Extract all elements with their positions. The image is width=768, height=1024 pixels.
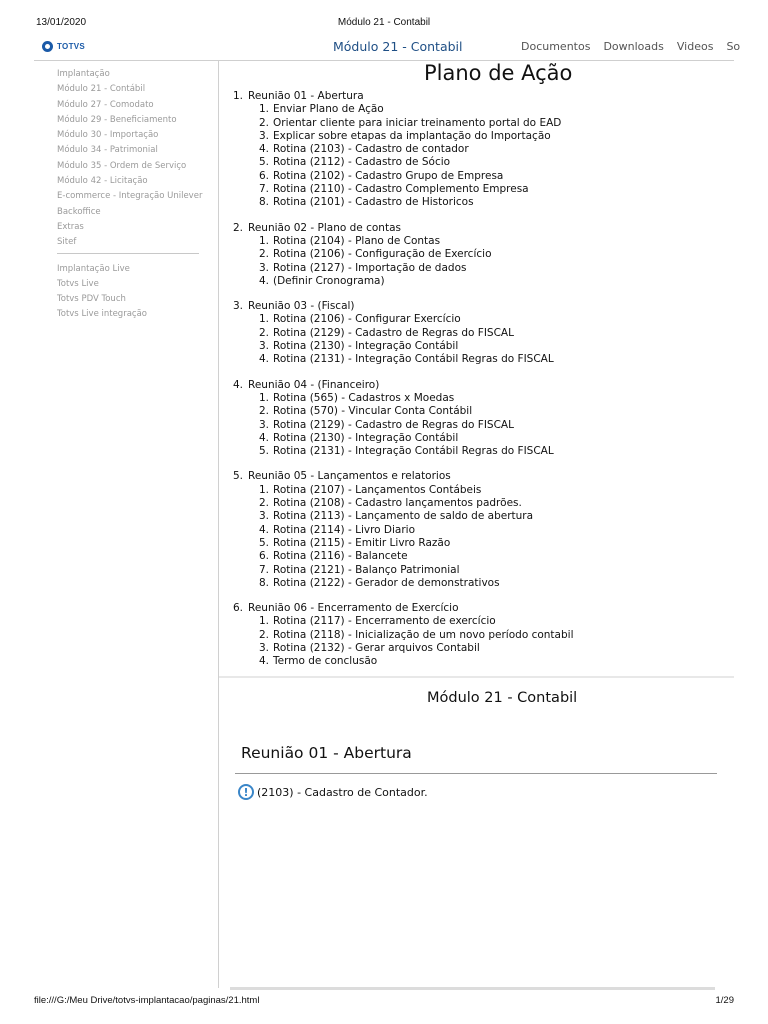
sidebar-item[interactable]: Totvs PDV Touch (57, 294, 126, 305)
meeting-title-text: Reunião 02 - Plano de contas (248, 221, 401, 234)
list-item-text: Rotina (2112) - Cadastro de Sócio (273, 156, 451, 169)
list-item (231, 524, 731, 537)
meeting-title (231, 602, 731, 615)
list-item (231, 340, 731, 353)
list-item (231, 445, 731, 458)
list-item (231, 419, 731, 432)
sidebar (34, 60, 219, 988)
list-item-number: 8. (259, 576, 270, 589)
list-item (231, 103, 731, 116)
list-item-number: 1. (259, 391, 270, 404)
list-item-text: Rotina (2118) - Inicialização de um novo período contabil (273, 628, 574, 641)
list-item-text: Rotina (2108) - Cadastro lançamentos padrões. (273, 497, 522, 510)
list-item-number: 6. (259, 169, 270, 182)
sidebar-item[interactable]: Módulo 35 - Ordem de Serviço (57, 160, 187, 171)
list-item-text: Rotina (2129) - Cadastro de Regras do FISCAL (273, 326, 514, 339)
nav-downloads[interactable]: Downloads (603, 40, 664, 53)
list-item-number: 3. (259, 261, 270, 274)
sidebar-item[interactable]: Backoffice (57, 206, 101, 217)
sidebar-divider (57, 253, 199, 254)
module-heading: Módulo 21 - Contabil (427, 690, 578, 706)
meeting-title-text: Reunião 01 - Abertura (248, 90, 364, 102)
list-item-number: 1. (259, 483, 270, 496)
list-item-text: Rotina (2116) - Balancete (273, 550, 408, 563)
list-item-number: 2. (259, 497, 270, 510)
list-item-number: 3. (259, 340, 270, 353)
horizontal-scrollbar[interactable] (230, 987, 715, 990)
header-module-title: Módulo 21 - Contabil (333, 39, 463, 54)
list-item (231, 550, 731, 563)
meeting-title-text: Reunião 03 - (Fiscal) (248, 300, 355, 313)
list-item-number: 1. (259, 103, 270, 116)
list-item-number: 2. (259, 248, 270, 261)
top-nav (521, 40, 740, 53)
list-item-number: 3. (259, 129, 270, 142)
heading-rule (235, 773, 717, 774)
sidebar-item[interactable]: Totvs Live integração (57, 309, 147, 320)
list-item (231, 484, 731, 497)
list-item-number: 5. (259, 445, 270, 458)
sidebar-item[interactable]: Módulo 29 - Beneficiamento (57, 114, 177, 125)
sidebar-item[interactable]: Extras (57, 221, 84, 232)
list-item (231, 196, 731, 209)
list-item-text: (Definir Cronograma) (273, 274, 385, 287)
list-item-text: Rotina (2113) - Lançamento de saldo de abertura (273, 510, 534, 523)
list-item-text: Enviar Plano de Ação (273, 103, 384, 116)
meeting-heading: Reunião 01 - Abertura (241, 744, 412, 762)
list-item-text: Rotina (2102) - Cadastro Grupo de Empresa (273, 169, 504, 182)
list-item-number: 3. (259, 510, 270, 523)
sidebar-item[interactable]: Módulo 21 - Contábil (57, 84, 146, 95)
meeting-items (231, 235, 731, 288)
list-item-text: Rotina (2106) - Configuração de Exercício (273, 248, 492, 261)
list-item-number: 4. (259, 523, 270, 536)
list-item-number: 4. (259, 353, 270, 366)
list-item (231, 497, 731, 510)
list-item-number: 2. (259, 405, 270, 418)
list-item (231, 537, 731, 550)
meeting-items (231, 615, 731, 668)
meeting-number: 3. (233, 300, 244, 313)
list-item (231, 629, 731, 642)
list-item (231, 156, 731, 169)
sidebar-list (57, 69, 207, 325)
list-item-number: 4. (259, 274, 270, 287)
list-item (231, 564, 731, 577)
meeting-number: 5. (233, 470, 244, 483)
list-item (231, 392, 731, 405)
sidebar-item[interactable]: Implantação Live (57, 263, 130, 274)
list-item (231, 183, 731, 196)
logo[interactable] (42, 41, 85, 52)
list-item-text: Explicar sobre etapas da implantação do Importação (273, 129, 551, 142)
sidebar-item[interactable]: Módulo 30 - Importação (57, 130, 159, 141)
totvs-logo-icon (42, 41, 53, 52)
list-item-text: Rotina (2130) - Integração Contábil (273, 340, 459, 353)
list-item (231, 143, 731, 156)
print-title: Módulo 21 - Contabil (337, 17, 431, 28)
list-item (231, 313, 731, 326)
list-item-number: 4. (259, 143, 270, 156)
sidebar-item[interactable]: Módulo 42 - Licitação (57, 176, 148, 187)
list-item-number: 7. (259, 563, 270, 576)
list-item (231, 577, 731, 590)
print-page-number: 1/29 (715, 995, 734, 1006)
plan-title: Plano de Ação (424, 61, 573, 85)
list-item-text: Rotina (2103) - Cadastro de contador (273, 143, 469, 156)
list-item-text: Rotina (2121) - Balanço Patrimonial (273, 563, 460, 576)
meeting-items (231, 103, 731, 209)
list-item-text: Orientar cliente para iniciar treinamento portal do EAD (273, 116, 562, 129)
sidebar-item[interactable]: Totvs Live (57, 278, 99, 289)
list-item-number: 6. (259, 550, 270, 563)
meeting-title-text: Reunião 05 - Lançamentos e relatorios (248, 470, 451, 483)
list-item (231, 615, 731, 628)
list-item-number: 5. (259, 536, 270, 549)
meeting-title (231, 90, 731, 103)
meeting-items (231, 313, 731, 366)
list-item-text: Rotina (2114) - Livro Diario (273, 523, 416, 536)
top-bar (34, 34, 741, 61)
list-item-text: Rotina (2130) - Integração Contábil (273, 431, 459, 444)
sidebar-item[interactable]: Implantação (57, 69, 110, 79)
meeting-title (231, 379, 731, 392)
list-item-text: Rotina (2110) - Cadastro Complemento Empresa (273, 183, 529, 196)
list-item-number: 4. (259, 655, 270, 668)
main-content (219, 60, 734, 988)
print-footer-path: file:///G:/Meu Drive/totvs-implantacao/paginas/21.html (34, 995, 260, 1006)
list-item (231, 275, 731, 288)
meeting-title-text: Reunião 06 - Encerramento de Exercício (248, 602, 459, 615)
list-item (231, 262, 731, 275)
meeting-number: 1. (233, 90, 244, 102)
list-item-text: Rotina (2132) - Gerar arquivos Contabil (273, 641, 480, 654)
list-item-text: Rotina (2104) - Plano de Contas (273, 234, 441, 247)
list-item (231, 642, 731, 655)
list-item-number: 1. (259, 313, 270, 326)
nav-videos[interactable]: Videos (676, 40, 714, 53)
meeting-items (231, 392, 731, 458)
sidebar-item[interactable]: Módulo 34 - Patrimonial (57, 145, 158, 156)
sidebar-item[interactable]: Sitef (57, 237, 77, 248)
list-item-text: Rotina (2131) - Integração Contábil Regras do FISCAL (273, 353, 554, 366)
list-item (231, 432, 731, 445)
meeting-number: 6. (233, 602, 244, 615)
list-item (231, 510, 731, 523)
list-item (231, 248, 731, 261)
meeting-title (231, 300, 731, 313)
list-item-text: Rotina (565) - Cadastros x Moedas (273, 391, 455, 404)
list-item (231, 117, 731, 130)
meeting-title (231, 470, 731, 483)
meeting-number: 4. (233, 378, 244, 391)
list-item-text: Rotina (2127) - Importação de dados (273, 261, 467, 274)
list-item-text: Termo de conclusão (273, 655, 378, 668)
list-item (231, 235, 731, 248)
list-item-text: Rotina (2115) - Emitir Livro Razão (273, 536, 451, 549)
nav-truncated[interactable]: So (726, 40, 741, 53)
list-item-number: 1. (259, 234, 270, 247)
list-item-text: Rotina (2117) - Encerramento de exercício (273, 615, 496, 628)
section-divider (219, 676, 734, 678)
list-item-text: Rotina (2122) - Gerador de demonstrativos (273, 576, 500, 589)
meeting-title (231, 222, 731, 235)
meeting-number: 2. (233, 221, 244, 234)
info-icon: ! (238, 784, 254, 800)
list-item-text: Rotina (2106) - Configurar Exercício (273, 313, 461, 326)
sidebar-item[interactable]: Módulo 27 - Comodato (57, 99, 154, 110)
list-item-number: 1. (259, 615, 270, 628)
list-item-number: 3. (259, 641, 270, 654)
list-item-number: 7. (259, 183, 270, 196)
list-item-text: Rotina (2101) - Cadastro de Historicos (273, 196, 474, 209)
list-item-text: Rotina (570) - Vincular Conta Contábil (273, 405, 473, 418)
list-item (231, 130, 731, 143)
info-note (238, 784, 428, 800)
list-item-text: Rotina (2129) - Cadastro de Regras do FISCAL (273, 418, 514, 431)
list-item-text: Rotina (2107) - Lançamentos Contábeis (273, 483, 482, 496)
list-item (231, 353, 731, 366)
print-date: 13/01/2020 (36, 17, 87, 28)
plan-list (231, 90, 731, 681)
meeting-items (231, 484, 731, 590)
list-item-number: 8. (259, 196, 270, 209)
nav-documentos[interactable]: Documentos (521, 40, 591, 53)
info-text: (2103) - Cadastro de Contador. (257, 785, 428, 799)
meeting-title-text: Reunião 04 - (Financeiro) (248, 378, 380, 391)
list-item-number: 3. (259, 418, 270, 431)
list-item (231, 655, 731, 668)
list-item-number: 5. (259, 156, 270, 169)
list-item-number: 2. (259, 326, 270, 339)
list-item (231, 327, 731, 340)
list-item-number: 4. (259, 431, 270, 444)
list-item-number: 2. (259, 116, 270, 129)
list-item (231, 405, 731, 418)
list-item-number: 2. (259, 628, 270, 641)
logo-text: TOTVS (57, 42, 86, 51)
list-item-text: Rotina (2131) - Integração Contábil Regras do FISCAL (273, 445, 554, 458)
sidebar-item[interactable]: E-commerce - Integração Unilever (57, 191, 203, 202)
list-item (231, 170, 731, 183)
